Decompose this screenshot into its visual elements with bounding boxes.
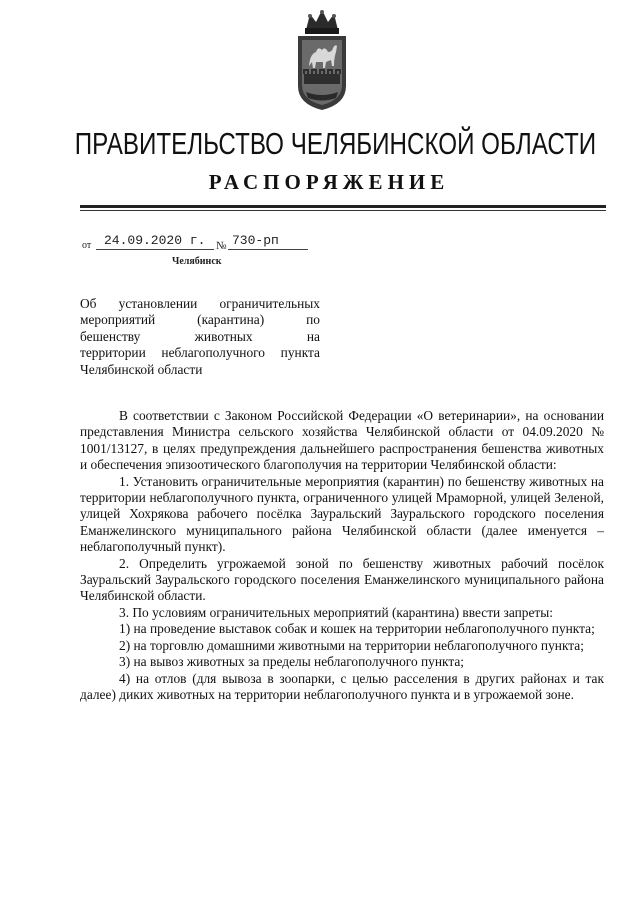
- number-label: №: [216, 240, 227, 252]
- document-type: РАСПОРЯЖЕНИЕ: [208, 170, 450, 194]
- document-body: [80, 408, 604, 703]
- subitem-3-paragraph: 3) на вывоз животных за пределы неблагополучного пункта;: [119, 654, 465, 670]
- item-3-paragraph: 3. По условиям ограничительных мероприятий (карантина) ввести запреты:: [119, 604, 553, 620]
- item-1-paragraph: 1. Установить ограничительные мероприятия (карантин) по бешенству животных на территории неблагополучного пункта, ограниченного улицей Мраморной, улицей Зеленой, улицей Хохрякова рабочего посёлка Зауральский Зауральского городского поселения Еманжелинского муниципального района Челябинской области (далее именуется – неблагополучный пункт).: [80, 473, 604, 555]
- document-meta: [82, 232, 312, 256]
- header-divider-thick: [80, 205, 606, 208]
- subject-line: Об установлении ограничительных: [80, 296, 320, 311]
- subject-line: бешенству животных на: [80, 328, 320, 344]
- document-city: Челябинск: [172, 256, 222, 267]
- item-2-paragraph: 2. Определить угрожаемой зоной по бешенству животных рабочий посёлок Зауральский Зауральского городского поселения Еманжелинского муниципального района Челябинской области.: [80, 555, 604, 604]
- coat-of-arms-icon: [292, 8, 352, 112]
- date-underline: [96, 249, 214, 250]
- number-underline: [228, 249, 308, 250]
- subject-line: Челябинской области: [80, 361, 203, 377]
- subject-line: территории неблагополучного пункта: [80, 345, 320, 361]
- subitem-2-paragraph: 2) на торговлю домашними животными на территории неблагополучного пункта;: [119, 637, 584, 653]
- document-subject: [80, 296, 320, 378]
- subject-line: мероприятий (карантина) по: [80, 312, 320, 328]
- preamble-paragraph: В соответствии с Законом Российской Федерации «О ветеринарии», на основании представления Министра сельского хозяйства Челябинской области от 04.09.2020 № 1001/13127, в целях предупреждения дальнейшего распространения бешенства животных и обеспечения эпизоотического благополучия на территории Челябинской области:: [80, 408, 604, 473]
- government-title: ПРАВИТЕЛЬСТВО ЧЕЛЯБИНСКОЙ ОБЛАСТИ: [74, 126, 597, 161]
- header-divider-thin: [80, 210, 606, 211]
- subitem-1-paragraph: 1) на проведение выставок собак и кошек на территории неблагополучного пункта;: [119, 621, 595, 637]
- document-date: 24.09.2020 г.: [104, 233, 206, 248]
- document-number: 730-рп: [232, 233, 279, 248]
- from-label: от: [82, 240, 92, 251]
- subitem-4-paragraph: 4) на отлов (для вывоза в зоопарки, с целью расселения в других районах и так далее) диких животных на территории неблагополучного пункта и в угрожаемой зоне.: [80, 670, 604, 702]
